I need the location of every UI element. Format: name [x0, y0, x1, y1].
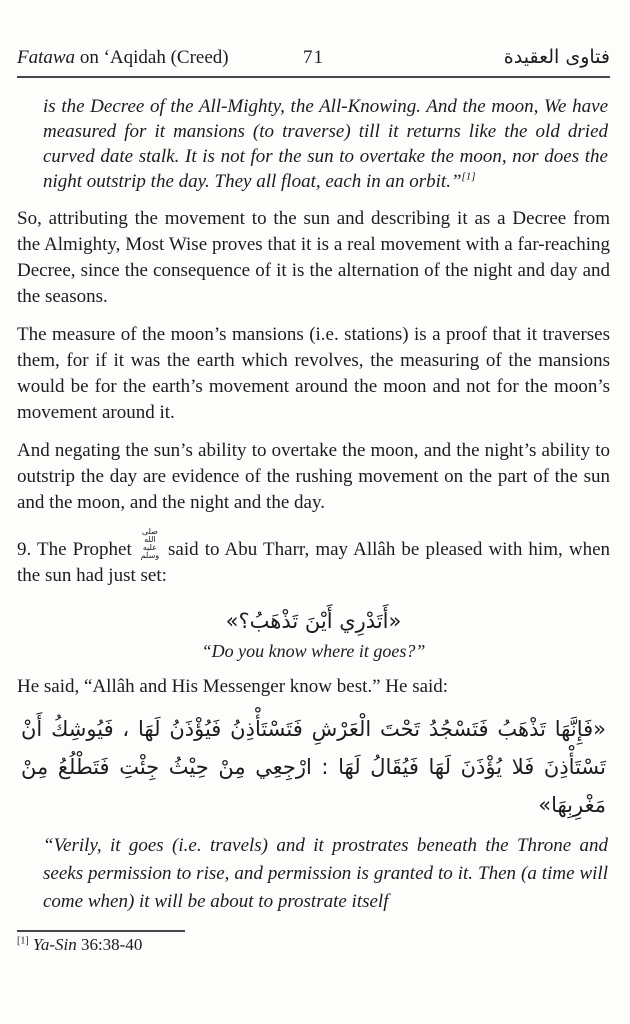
- footnote: [17, 935, 610, 955]
- running-title-arabic: فتاوى العقيدة: [503, 46, 610, 68]
- pbuh-calligraphy-icon: صلى الله عليه وسلم: [140, 527, 160, 560]
- paragraph-prophet-abu-tharr: [17, 528, 610, 589]
- page-header: [17, 46, 610, 69]
- hadith-arabic-full: «فَإِنَّهَا تَذْهَبُ فَتَسْجُدُ تَحْتَ الْعَرْشِ فَتَسْتَأْذِنُ فَيُؤْذَنُ لَهَا ، فَيُوشِكُ أَنْ تَسْتَأْذِنَ فَلا يُؤْذَنَ لَهَا فَيُقَالُ لَهَا : ارْجِعِي مِنْ حِيْثُ جِئْتِ فَتَطْلُعُ مِنْ مَغْرِبِهَا»: [21, 717, 606, 817]
- quran-quote: [43, 94, 608, 194]
- running-title-rest: on ‘Aqidah (Creed): [75, 47, 229, 68]
- hadith-question-translation: “Do you know where it goes?”: [201, 641, 426, 661]
- paragraph-he-said: He said, “Allâh and His Messenger know best.” He said:: [17, 676, 449, 697]
- prophet-text-prefix: 9. The Prophet: [17, 539, 138, 560]
- hadith-translation: “Verily, it goes (i.e. travels) and it prostrates beneath the Throne and seeks permission to rise, and permission is granted to it. Then (a time will come when) it will be about to prostrate itself: [43, 835, 608, 912]
- footnote-number: [1]: [17, 935, 29, 947]
- running-title-italic: Fatawa: [17, 47, 76, 68]
- footnote-marker-sup: [1]: [461, 170, 476, 183]
- paragraph-sun-movement: So, attributing the movement to the sun and describing it as a Decree from the Almighty, Most Wise proves that it is a real movement with a far-reaching Decree, since the consequence of it is the alternation of the night and day and the seasons.: [17, 208, 610, 307]
- running-title: [17, 47, 269, 69]
- paragraph-negating: And negating the sun’s ability to overtake the moon, and the night’s ability to outstrip the day are evidence of the rushing movement on the part of the sun and the moon, and the night and the day.: [17, 440, 610, 513]
- footnote-rule: [17, 930, 185, 932]
- header-rule: [17, 76, 610, 78]
- quran-quote-text: is the Decree of the All-Mighty, the All-Knowing. And the moon, We have measured for it mansions (to traverse) till it returns like the old dried curved date stalk. It is not for the sun to overtake the moon, nor does the night outstrip the day. They all float, each in an orbit.”: [43, 96, 608, 192]
- page-number: 71: [303, 47, 324, 68]
- footnote-area: [17, 930, 610, 955]
- prophet-text-suffix: said to Abu Tharr, may Allâh be pleased with him, when the sun had just set:: [17, 539, 610, 586]
- footnote-source-verses: 36:38-40: [76, 935, 143, 954]
- footnote-source-name: Ya-Sin: [32, 935, 77, 954]
- paragraph-moon-mansions: The measure of the moon’s mansions (i.e. stations) is a proof that it traverses them, for if it was the earth which revolves, the measuring of the mansions would be for the earth’s movement around the moon and not for the moon’s movement around it.: [17, 324, 610, 423]
- hadith-arabic-question: «أَتَدْرِي أَيْنَ تَذْهَبُ؟»: [225, 609, 402, 633]
